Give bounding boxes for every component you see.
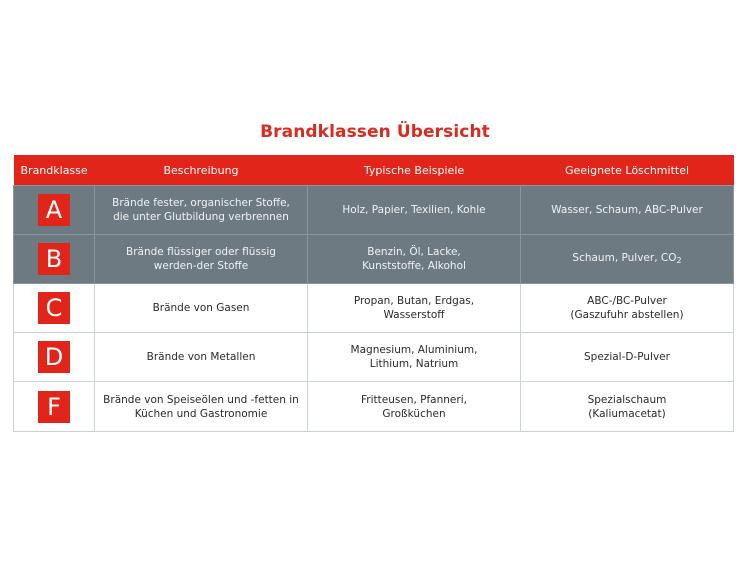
description-cell: Brände von Metallen xyxy=(95,333,308,382)
header-loeschmittel: Geeignete Löschmittel xyxy=(521,155,734,186)
agents-cell: ABC-/BC-Pulver (Gaszufuhr abstellen) xyxy=(521,284,734,333)
table-row-d xyxy=(14,333,734,382)
table-header-row xyxy=(14,155,734,186)
class-badge-d: D xyxy=(38,341,70,373)
examples-cell: Fritteusen, Pfanneri, Großküchen xyxy=(308,382,521,432)
class-badge-c: C xyxy=(38,292,70,324)
class-badge-a: A xyxy=(38,194,70,226)
page-title: Brandklassen Übersicht xyxy=(260,122,490,142)
examples-cell: Magnesium, Aluminium, Lithium, Natrium xyxy=(308,333,521,382)
description-cell: Brände flüssiger oder flüssig werden-der Stoffe xyxy=(95,235,308,284)
description-cell: Brände von Speiseölen und -fetten in Küchen und Gastronomie xyxy=(95,382,308,432)
table-row-f xyxy=(14,382,734,432)
table-row-b xyxy=(14,235,734,284)
table-row-c xyxy=(14,284,734,333)
fire-class-table xyxy=(13,155,734,432)
agents-cell: Wasser, Schaum, ABC-Pulver xyxy=(521,186,734,235)
subscript: 2 xyxy=(676,255,682,265)
examples-cell: Benzin, Öl, Lacke, Kunststoffe, Alkohol xyxy=(308,235,521,284)
examples-cell: Propan, Butan, Erdgas, Wasserstoff xyxy=(308,284,521,333)
agents-cell: Spezial-D-Pulver xyxy=(521,333,734,382)
agents-cell xyxy=(521,235,734,284)
table-row-a xyxy=(14,186,734,235)
header-brandklasse: Brandklasse xyxy=(14,155,95,186)
examples-cell: Holz, Papier, Texilien, Kohle xyxy=(308,186,521,235)
class-badge-f: F xyxy=(38,391,70,423)
class-badge-b: B xyxy=(38,243,70,275)
header-beschreibung: Beschreibung xyxy=(95,155,308,186)
description-cell: Brände fester, organischer Stoffe, die unter Glutbildung verbrennen xyxy=(95,186,308,235)
agents-text: Schaum, Pulver, CO xyxy=(572,251,677,264)
agents-cell: Spezialschaum (Kaliumacetat) xyxy=(521,382,734,432)
header-beispiele: Typische Beispiele xyxy=(308,155,521,186)
description-cell: Brände von Gasen xyxy=(95,284,308,333)
